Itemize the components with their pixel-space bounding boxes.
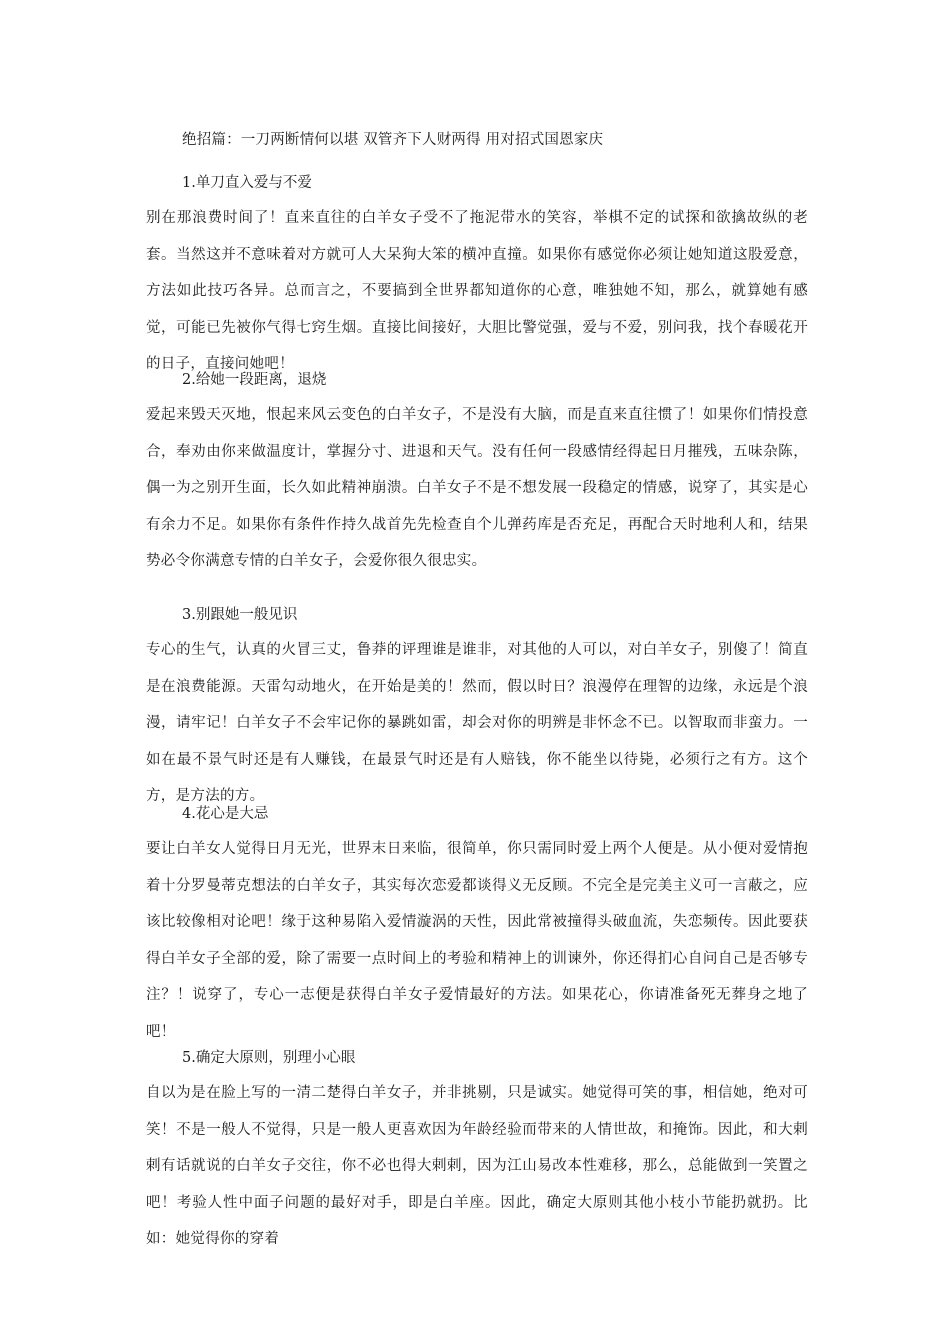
section-body-1: 别在那浪费时间了！直来直往的白羊女子受不了拖泥带水的笑容，举棋不定的试探和欲擒故纵的老套。当然这并不意味着对方就可人大呆狗大笨的横冲直撞。如果你有感觉你必须让她知道这股爱意，方法如此技巧各异。总而言之，不要搞到全世界都知道你的心意，唯独她不知，那么，就算她有感觉，可能已先被你气得七窍生烟。直接比间接好，大胆比警觉强，爱与不爱，别问我，找个春暖花开的日子，直接问她吧！ (146, 210, 808, 372)
section-body-2: 爱起来毁天灭地，恨起来风云变色的白羊女子，不是没有大脑，而是直来直往惯了！如果你们情投意合，奉劝由你来做温度计，掌握分寸、进退和天气。没有任何一段感情经得起日月摧残，五味杂陈，偶一为之别开生面，长久如此精神崩溃。白羊女子不是不想发展一段稳定的情感，说穿了，其实是心有余力不足。如果你有条件作持久战首先先检查自个儿弹药库是否充足，再配合天时地利人和，结果势必令你满意专情的白羊女子，会爱你很久很忠实。 (146, 407, 808, 569)
section-body-4: 要让白羊女人觉得日月无光，世界末日来临，很简单，你只需同时爱上两个人便是。从小便对爱情抱着十分罗曼蒂克想法的白羊女子，其实每次恋爱都谈得义无反顾。不完全是完美主义可一言蔽之，应该比较像相对论吧！缘于这种易陷入爱情漩涡的天性，因此常被撞得头破血流，失恋频传。因此要获得白羊女子全部的爱，除了需要一点时间上的考验和精神上的训谏外，你还得扪心自问自己是否够专注？！说穿了，专心一志便是获得白羊女子爱情最好的方法。如果花心，你请准备死无葬身之地了吧！ (146, 841, 808, 1040)
section-heading-2: 2.给她一段距离，退烧 (182, 372, 327, 388)
section-body-5: 自以为是在脸上写的一清二楚得白羊女子，并非挑剔，只是诚实。她觉得可笑的事，相信她，绝对可笑！不是一般人不觉得，只是一般人更喜欢因为年龄经验而带来的人情世故，和掩饰。因此，和大剌剌有话就说的白羊女子交往，你不必也得大剌剌，因为江山易改本性难移，那么，总能做到一笑置之吧！考验人性中面子问题的最好对手，即是白羊座。因此，确定大原则其他小枝小节能扔就扔。比如：她觉得你的穿着 (146, 1085, 808, 1247)
section-heading-4: 4.花心是大忌 (182, 806, 269, 822)
section-heading-5: 5.确定大原则，别理小心眼 (182, 1050, 356, 1066)
section-heading-1: 1.单刀直入爱与不爱 (182, 175, 312, 191)
section-heading-3: 3.别跟她一般见识 (182, 607, 298, 623)
section-body-3: 专心的生气，认真的火冒三丈，鲁莽的评理谁是谁非，对其他的人可以，对白羊女子，别傻了！简直是在浪费能源。天雷勾动地火，在开始是美的！然而，假以时日？浪漫停在理智的边缘，永远是个浪漫，请牢记！白羊女子不会牢记你的暴跳如雷，却会对你的明辨是非怀念不已。以智取而非蛮力。一如在最不景气时还是有人赚钱，在最景气时还是有人赔钱，你不能坐以待毙，必须行之有方。这个方，是方法的方。 (146, 642, 808, 804)
document-title: 绝招篇：一刀两断情何以堪 双管齐下人财两得 用对招式国恩家庆 (182, 132, 604, 148)
